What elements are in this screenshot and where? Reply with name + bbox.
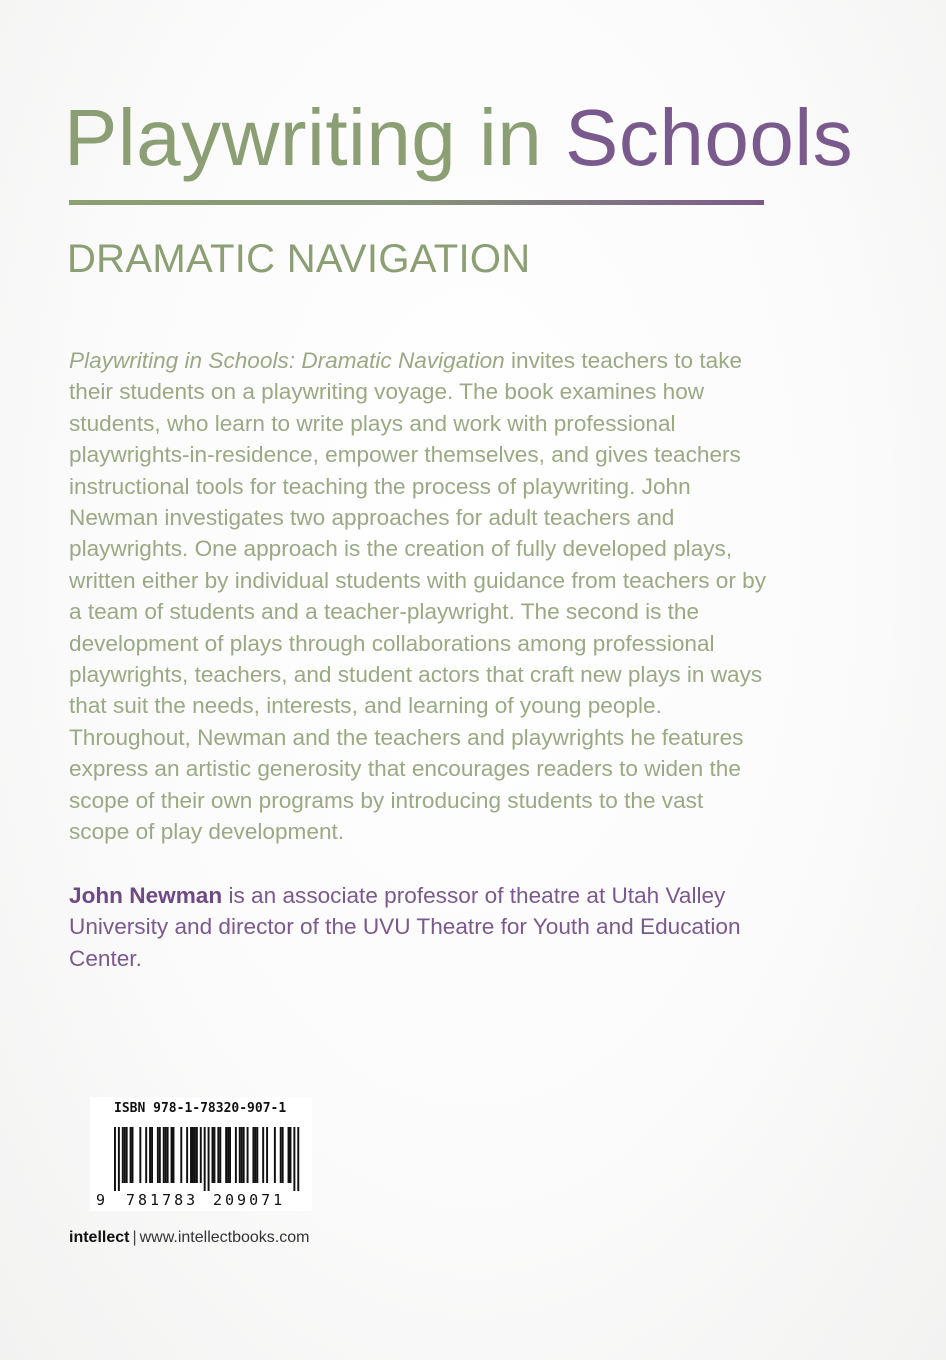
barcode-bar	[149, 1127, 151, 1183]
barcode-bar	[192, 1127, 194, 1183]
barcode-bar	[262, 1127, 264, 1183]
barcode-bar	[247, 1127, 249, 1183]
barcode-bar	[208, 1127, 210, 1191]
barcode-bar	[293, 1127, 295, 1191]
barcode-bar	[165, 1127, 167, 1183]
barcode-digit-first: 9	[96, 1191, 106, 1209]
author-bio-text: is an associate professor of theatre at Utah Valley University and director of the UVU Theatre for Youth and Education Center.	[69, 883, 741, 971]
barcode-bar	[139, 1127, 141, 1183]
barcode-bar	[200, 1127, 202, 1183]
barcode-bar	[163, 1127, 165, 1183]
barcode-bar	[159, 1127, 161, 1183]
barcode-bar	[173, 1127, 175, 1183]
barcode-bar	[196, 1127, 198, 1183]
barcode-bar	[229, 1127, 231, 1183]
title-part-green: Playwriting in	[64, 93, 566, 182]
title-divider	[69, 200, 764, 205]
barcode-bar	[243, 1127, 245, 1183]
publisher-name: intellect	[69, 1229, 130, 1246]
barcode-bar	[180, 1127, 182, 1183]
publisher-website[interactable]: www.intellectbooks.com	[139, 1229, 310, 1246]
barcode-bar	[235, 1127, 237, 1183]
barcode-bar	[171, 1127, 173, 1183]
barcode-bar	[266, 1127, 268, 1183]
barcode-bar	[126, 1127, 128, 1183]
title-part-purple: Schools	[565, 93, 854, 182]
barcode-bar	[227, 1127, 229, 1183]
barcode-bar	[190, 1127, 192, 1183]
barcode-bar	[122, 1127, 124, 1183]
barcode-bar	[225, 1127, 227, 1183]
barcode-bar	[130, 1127, 132, 1183]
barcode-bar	[167, 1127, 169, 1183]
barcode-bar	[252, 1127, 254, 1183]
footer-separator: |	[132, 1229, 137, 1246]
barcode-bar	[297, 1127, 299, 1191]
isbn-number: ISBN 978-1-78320-907-1	[114, 1101, 287, 1116]
author-bio	[69, 880, 769, 974]
barcode-bar	[145, 1127, 147, 1183]
barcode-bar	[256, 1127, 258, 1183]
barcode-bar	[204, 1127, 206, 1191]
book-description	[69, 345, 769, 848]
publisher-footer	[69, 1228, 309, 1248]
barcode-digits-left: 781783	[126, 1191, 199, 1209]
barcode-digits-right: 209071	[213, 1191, 286, 1209]
barcode-bar	[288, 1127, 290, 1183]
barcode-bar	[280, 1127, 282, 1183]
isbn-barcode	[90, 1097, 312, 1211]
description-book-title: Playwriting in Schools: Dramatic Navigation	[69, 348, 505, 373]
barcode-bar	[151, 1127, 153, 1183]
book-subtitle: DRAMATIC NAVIGATION	[67, 237, 531, 281]
barcode-bar	[239, 1127, 241, 1183]
barcode-bar	[186, 1127, 188, 1183]
description-body: invites teachers to take their students on a playwriting voyage. The book examines how students, who learn to write plays and work with professional playwrights-in-residence, empower themselves, and gives teachers instructional tools for teaching the process of playwriting. John Newman investigates two approaches for adult teachers and playwrights. One approach is the creation of fully developed plays, written either by individual students with guidance from teachers or by a team of students and a teacher-playwright. The second is the development of plays through collaborations among professional playwrights, teachers, and student actors that craft new plays in ways that suit the needs, interests, and learning of young people. Throughout, Newman and the teachers and playwrights he features express an artistic generosity that encourages readers to widen the scope of their own programs by introducing students to the vast scope of play development.	[69, 348, 766, 845]
barcode-bar	[157, 1127, 159, 1183]
barcode-bar	[212, 1127, 214, 1183]
barcode-bar	[282, 1127, 284, 1183]
barcode-bar	[194, 1127, 196, 1183]
barcode-bar	[290, 1127, 292, 1183]
barcode-bar	[118, 1127, 120, 1191]
book-title	[64, 93, 854, 182]
barcode-bar	[132, 1127, 134, 1183]
author-name: John Newman	[69, 883, 223, 908]
barcode-bar	[219, 1127, 221, 1183]
barcode-bar	[114, 1127, 116, 1191]
barcode-bar	[241, 1127, 243, 1183]
barcode-bar	[213, 1127, 215, 1183]
barcode-bar	[254, 1127, 256, 1183]
barcode-bar	[217, 1127, 219, 1183]
barcode-bar	[124, 1127, 126, 1183]
barcode-bar	[274, 1127, 276, 1183]
